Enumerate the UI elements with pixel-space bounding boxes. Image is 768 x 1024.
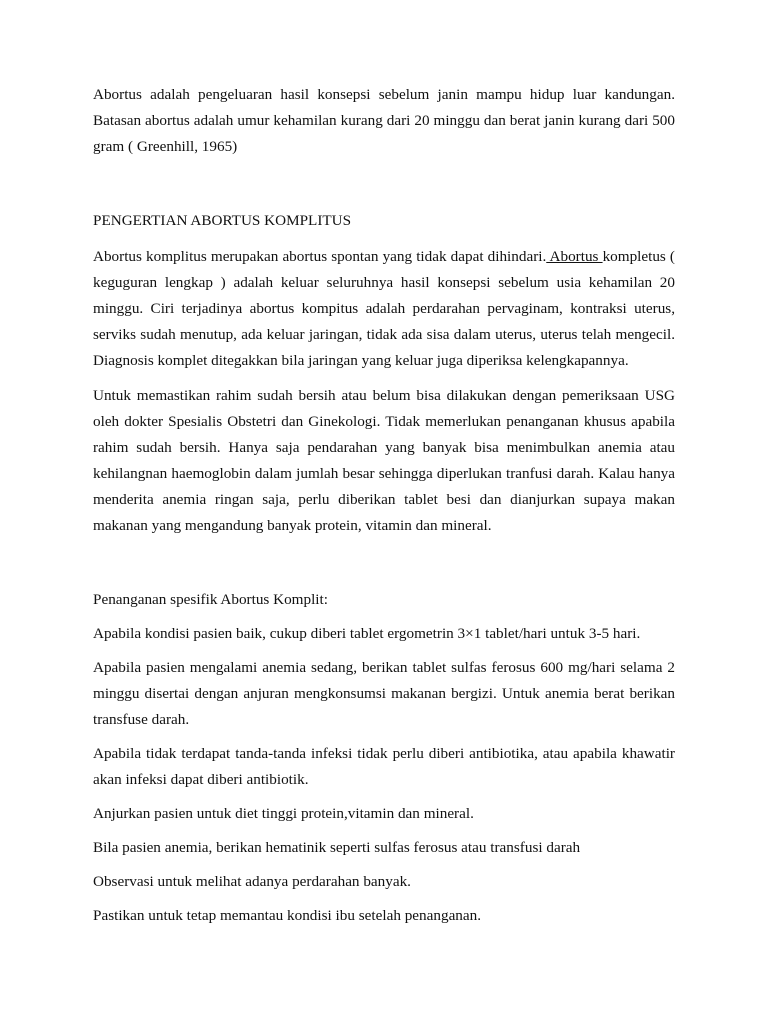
definition-paragraph bbox=[93, 244, 675, 374]
intro-paragraph: Abortus adalah pengeluaran hasil konsepsi sebelum janin mampu hidup luar kandungan. Batasan abortus adalah umur kehamilan kurang dari 20 minggu dan berat janin kurang dari 500 gram ( Greenhill, 1965) bbox=[93, 86, 675, 155]
treatment-item: Apabila kondisi pasien baik, cukup diberi tablet ergometrin 3×1 tablet/hari untuk 3-5 hari. bbox=[93, 625, 641, 642]
usg-paragraph: Untuk memastikan rahim sudah bersih atau belum bisa dilakukan dengan pemeriksaan USG oleh dokter Spesialis Obstetri dan Ginekologi. Tidak memerlukan penanganan khusus apabila rahim sudah bersih. Hanya saja pendarahan yang banyak bisa menimbulkan anemia atau kehilangnan haemoglobin dalam jumlah besar sehingga diperlukan tranfusi darah. Kalau hanya menderita anemia ringan saja, perlu diberikan tablet besi dan dianjurkan supaya makan makanan yang mengandung banyak protein, vitamin dan mineral. bbox=[93, 387, 675, 534]
definition-text-1: Abortus komplitus merupakan abortus spontan yang tidak dapat dihindari. bbox=[93, 248, 547, 265]
treatment-item: Observasi untuk melihat adanya perdarahan banyak. bbox=[93, 873, 411, 890]
underlined-term: Abortus bbox=[546, 248, 603, 265]
treatment-item: Pastikan untuk tetap memantau kondisi ibu setelah penanganan. bbox=[93, 907, 482, 924]
treatment-item: Bila pasien anemia, berikan hematinik seperti sulfas ferosus atau transfusi darah bbox=[93, 839, 581, 856]
section-heading: PENGERTIAN ABORTUS KOMPLITUS bbox=[93, 212, 352, 229]
treatment-item: Apabila tidak terdapat tanda-tanda infeksi tidak perlu diberi antibiotika, atau apabila khawatir akan infeksi dapat diberi antibiotik. bbox=[93, 745, 675, 788]
treatment-item: Anjurkan pasien untuk diet tinggi protein,vitamin dan mineral. bbox=[93, 805, 474, 822]
treatment-item: Apabila pasien mengalami anemia sedang, berikan tablet sulfas ferosus 600 mg/hari selama 2 minggu disertai dengan anjuran mengkonsumsi makanan bergizi. Untuk anemia berat berikan transfuse darah. bbox=[93, 659, 675, 728]
definition-text-2: kompletus ( keguguran lengkap ) adalah keluar seluruhnya hasil konsepsi sebelum usia kehamilan 20 minggu. Ciri terjadinya abortus kompitus adalah perdarahan pervaginam, kontraksi uterus, serviks sudah menutup, ada keluar jaringan, tidak ada sisa dalam uterus, uterus telah mengecil. Diagnosis komplet ditegakkan bila jaringan yang keluar juga diperiksa kelengkapannya. bbox=[93, 248, 675, 369]
treatment-title: Penanganan spesifik Abortus Komplit: bbox=[93, 591, 328, 608]
